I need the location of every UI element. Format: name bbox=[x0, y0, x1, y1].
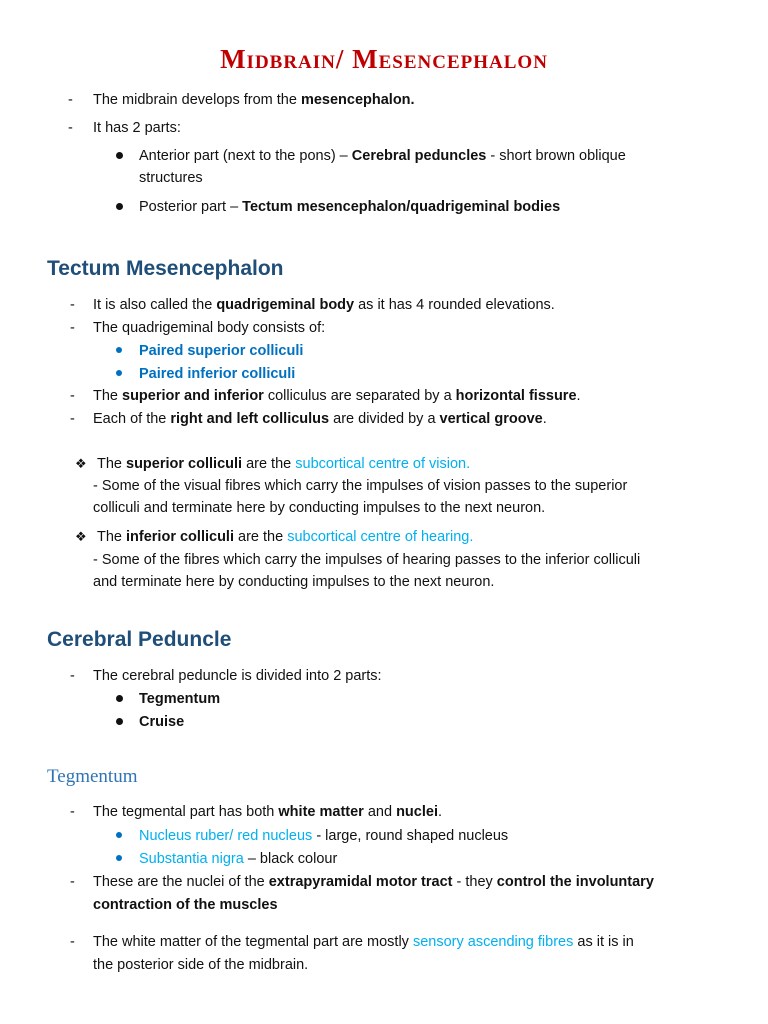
superior-colliculi-line: The superior colliculi are the subcortical centre of vision. bbox=[97, 456, 471, 472]
dash-marker: - bbox=[70, 934, 75, 950]
intro-line-1: The midbrain develops from the mesencephalon. bbox=[93, 92, 415, 108]
tegmentum-line-3: The white matter of the tegmental part are mostly sensory ascending fibres as it is in bbox=[93, 934, 634, 950]
bullet-icon bbox=[116, 695, 123, 702]
dash-marker: - bbox=[70, 874, 75, 890]
dash-marker: - bbox=[70, 668, 75, 684]
tegmentum-line-1: The tegmental part has both white matter and nuclei. bbox=[93, 804, 443, 820]
tectum-bullet-1: Paired superior colliculi bbox=[139, 343, 304, 359]
tectum-heading: Tectum Mesencephalon bbox=[47, 257, 284, 280]
tegmentum-bullet-2: Substantia nigra – black colour bbox=[139, 851, 338, 867]
peduncle-bullet-1: Tegmentum bbox=[139, 691, 221, 707]
dash-marker: - bbox=[70, 320, 75, 336]
bullet-icon bbox=[116, 832, 122, 838]
bullet-icon bbox=[116, 718, 123, 725]
tegmentum-line-2: These are the nuclei of the extrapyramidal motor tract - they control the involuntary bbox=[93, 874, 654, 890]
tectum-line-2: The quadrigeminal body consists of: bbox=[93, 320, 326, 336]
tectum-line-3: The superior and inferior colliculus are separated by a horizontal fissure. bbox=[93, 388, 581, 404]
tectum-line-4: Each of the right and left colliculus are divided by a vertical groove. bbox=[93, 411, 547, 427]
intro-bullet-1: Anterior part (next to the pons) – Cerebral peduncles - short brown oblique bbox=[139, 148, 626, 164]
bullet-icon bbox=[116, 152, 123, 159]
intro-bullet-2: Posterior part – Tectum mesencephalon/quadrigeminal bodies bbox=[139, 199, 561, 215]
page-title: Midbrain/ Mesencephalon bbox=[220, 44, 548, 74]
dash-marker: - bbox=[70, 388, 75, 404]
bullet-icon bbox=[116, 855, 122, 861]
diamond-bullet-icon: ❖ bbox=[75, 529, 87, 544]
tegmentum-heading: Tegmentum bbox=[47, 766, 138, 787]
inferior-colliculi-line: The inferior colliculi are the subcortical centre of hearing. bbox=[97, 529, 474, 545]
bullet-icon bbox=[116, 370, 122, 376]
peduncle-bullet-2: Cruise bbox=[139, 714, 185, 730]
tegmentum-line-2-cont: contraction of the muscles bbox=[93, 897, 278, 913]
dash-marker: - bbox=[68, 92, 73, 108]
dash-marker: - bbox=[70, 297, 75, 313]
inferior-colliculi-desc-1: - Some of the fibres which carry the impulses of hearing passes to the inferior colliculi bbox=[93, 552, 641, 568]
tectum-bullet-2: Paired inferior colliculi bbox=[139, 366, 296, 382]
diamond-bullet-icon: ❖ bbox=[75, 456, 87, 471]
intro-line-2: It has 2 parts: bbox=[93, 120, 181, 136]
dash-marker: - bbox=[68, 120, 73, 136]
tegmentum-bullet-1: Nucleus ruber/ red nucleus - large, round shaped nucleus bbox=[139, 828, 509, 844]
intro-bullet-1-cont: structures bbox=[139, 170, 203, 186]
dash-marker: - bbox=[70, 804, 75, 820]
bullet-icon bbox=[116, 203, 123, 210]
peduncle-heading: Cerebral Peduncle bbox=[47, 628, 232, 651]
peduncle-line-1: The cerebral peduncle is divided into 2 parts: bbox=[93, 668, 382, 684]
bullet-icon bbox=[116, 347, 122, 353]
superior-colliculi-desc-1: - Some of the visual fibres which carry the impulses of vision passes to the superior bbox=[93, 478, 628, 494]
tectum-line-1: It is also called the quadrigeminal body as it has 4 rounded elevations. bbox=[93, 297, 555, 313]
inferior-colliculi-desc-2: and terminate here by conducting impulses to the next neuron. bbox=[93, 574, 495, 590]
superior-colliculi-desc-2: colliculi and terminate here by conducting impulses to the next neuron. bbox=[93, 500, 546, 516]
tegmentum-line-3-cont: the posterior side of the midbrain. bbox=[93, 957, 309, 973]
dash-marker: - bbox=[70, 411, 75, 427]
